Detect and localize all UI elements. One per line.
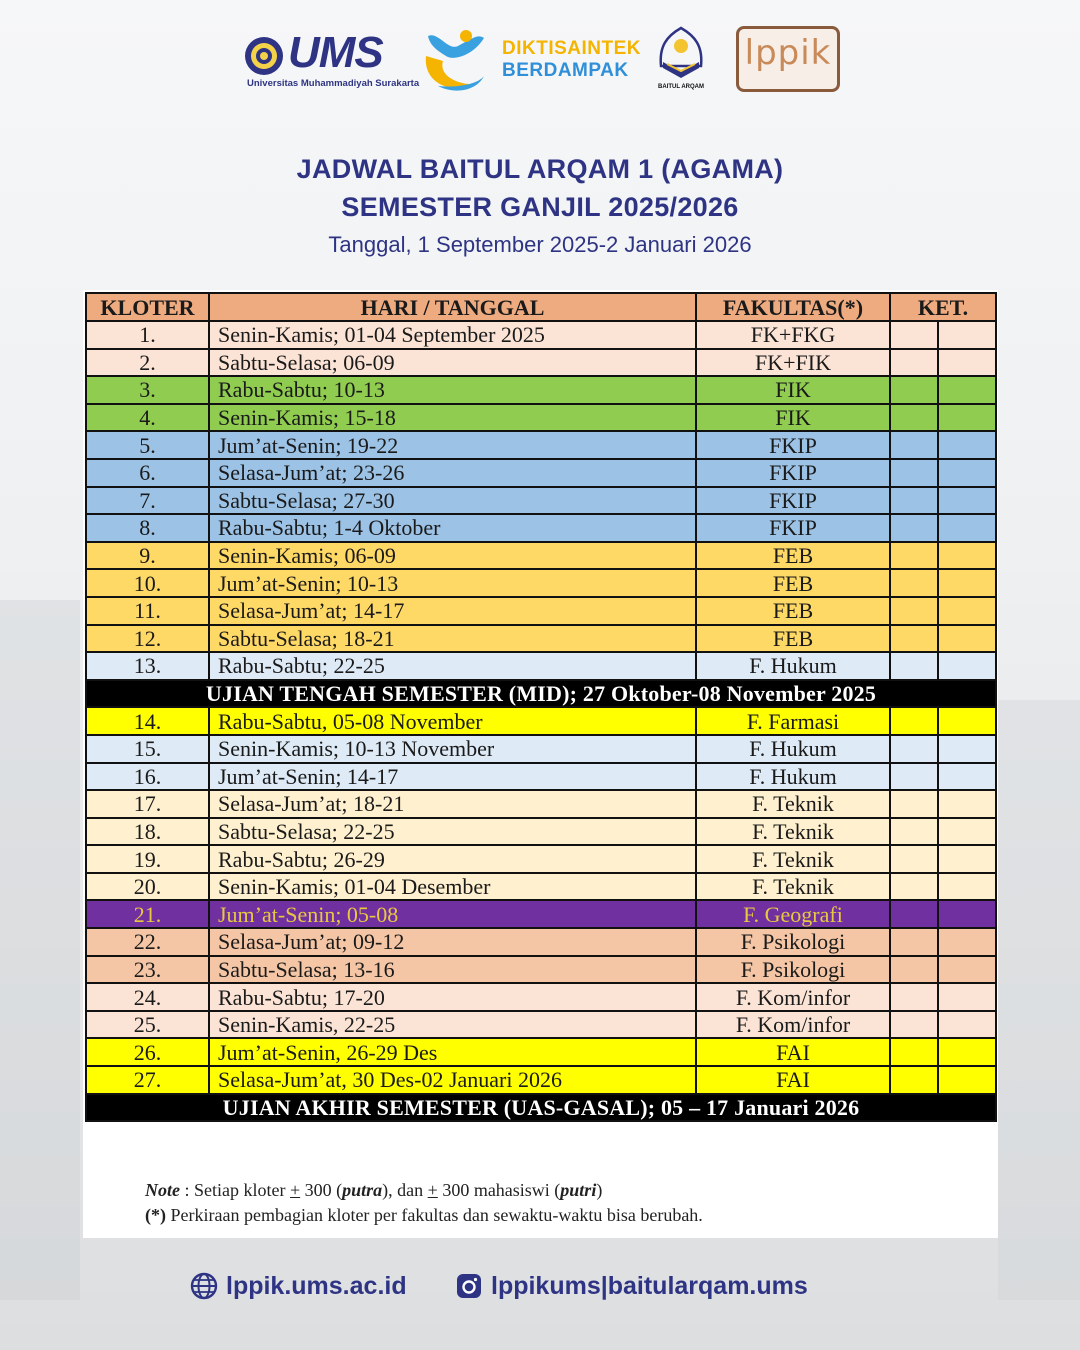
ket-cell: [890, 790, 938, 818]
kloter-cell: 19.: [86, 845, 209, 873]
ket-cell: [938, 763, 996, 791]
kloter-cell: 6.: [86, 459, 209, 487]
figure-icon: [418, 26, 490, 96]
kloter-cell: 11.: [86, 597, 209, 625]
ket-cell: [890, 487, 938, 515]
kloter-cell: 3.: [86, 376, 209, 404]
column-header-fakultas: FAKULTAS(*): [696, 293, 890, 321]
table-row: [86, 735, 996, 763]
table-row: [86, 321, 996, 349]
asterisk-text: Perkiraan pembagian kloter per fakultas dan sewaktu-waktu bisa berubah.: [166, 1205, 703, 1225]
kloter-cell: 18.: [86, 818, 209, 846]
hari-tanggal-cell: Rabu-Sabtu, 05-08 November: [209, 707, 696, 735]
fakultas-cell: F. Psikologi: [696, 956, 890, 984]
ket-cell: [938, 349, 996, 377]
table-row: [86, 569, 996, 597]
page-subtitle: SEMESTER GANJIL 2025/2026: [341, 192, 739, 222]
hari-tanggal-cell: Senin-Kamis; 01-04 September 2025: [209, 321, 696, 349]
hari-tanggal-cell: Jum’at-Senin, 26-29 Des: [209, 1038, 696, 1066]
fakultas-cell: F. Teknik: [696, 873, 890, 901]
kloter-cell: 8.: [86, 514, 209, 542]
ket-cell: [890, 625, 938, 653]
ket-cell: [890, 1011, 938, 1039]
ket-cell: [938, 983, 996, 1011]
ket-cell: [890, 376, 938, 404]
ket-cell: [890, 707, 938, 735]
table-body-part2: [86, 707, 996, 1093]
note-line-2: [145, 1203, 703, 1228]
ket-cell: [890, 1066, 938, 1094]
note-text-1: : Setiap kloter: [180, 1180, 290, 1200]
kloter-cell: 24.: [86, 983, 209, 1011]
ket-cell: [938, 569, 996, 597]
ums-logo: [244, 28, 420, 96]
table-body-part1: [86, 321, 996, 680]
mid-exam-band: [86, 680, 996, 708]
ket-cell: [938, 487, 996, 515]
hari-tanggal-cell: Selasa-Jum’at, 30 Des-02 Januari 2026: [209, 1066, 696, 1094]
fakultas-cell: FEB: [696, 625, 890, 653]
fakultas-cell: FEB: [696, 597, 890, 625]
note-line-1: [145, 1178, 703, 1203]
table-row: [86, 956, 996, 984]
hari-tanggal-cell: Senin-Kamis; 10-13 November: [209, 735, 696, 763]
ket-cell: [938, 431, 996, 459]
table-row: [86, 652, 996, 680]
ket-cell: [938, 459, 996, 487]
column-header-hari-tanggal: HARI / TANGGAL: [209, 293, 696, 321]
hari-tanggal-cell: Rabu-Sabtu; 22-25: [209, 652, 696, 680]
table-row: [86, 404, 996, 432]
table-row: [86, 597, 996, 625]
ket-cell: [938, 514, 996, 542]
table-row: [86, 928, 996, 956]
hari-tanggal-cell: Senin-Kamis; 01-04 Desember: [209, 873, 696, 901]
table-row: [86, 487, 996, 515]
fakultas-cell: FKIP: [696, 459, 890, 487]
column-header-kloter: KLOTER: [86, 293, 209, 321]
ket-cell: [890, 983, 938, 1011]
ket-cell: [890, 818, 938, 846]
kloter-cell: 26.: [86, 1038, 209, 1066]
kloter-cell: 20.: [86, 873, 209, 901]
fakultas-cell: F. Kom/infor: [696, 983, 890, 1011]
table-row: [86, 542, 996, 570]
table-row: [86, 1066, 996, 1094]
kloter-cell: 5.: [86, 431, 209, 459]
table-row: [86, 1038, 996, 1066]
ums-subtitle: Universitas Muhammadiyah Surakarta: [247, 78, 420, 89]
hari-tanggal-cell: Senin-Kamis, 22-25: [209, 1011, 696, 1039]
ket-cell: [938, 1038, 996, 1066]
hari-tanggal-cell: Selasa-Jum’at; 18-21: [209, 790, 696, 818]
note-text-4: 300 mahasiswi (: [437, 1180, 561, 1200]
kloter-cell: 4.: [86, 404, 209, 432]
kloter-cell: 1.: [86, 321, 209, 349]
hari-tanggal-cell: Jum’at-Senin; 19-22: [209, 431, 696, 459]
ket-cell: [890, 404, 938, 432]
background-decoration: [0, 600, 80, 1300]
kloter-cell: 13.: [86, 652, 209, 680]
ket-cell: [938, 376, 996, 404]
ket-cell: [938, 845, 996, 873]
ket-cell: [938, 1011, 996, 1039]
fakultas-cell: F. Geografi: [696, 900, 890, 928]
ket-cell: [938, 597, 996, 625]
kloter-cell: 16.: [86, 763, 209, 791]
fakultas-cell: F. Kom/infor: [696, 1011, 890, 1039]
table-row: [86, 873, 996, 901]
instagram-text: lppikums|baitularqam.ums: [491, 1271, 808, 1300]
fakultas-cell: FEB: [696, 569, 890, 597]
kloter-cell: 22.: [86, 928, 209, 956]
ket-cell: [890, 873, 938, 901]
kloter-cell: 9.: [86, 542, 209, 570]
ket-cell: [938, 652, 996, 680]
ket-cell: [938, 735, 996, 763]
ket-cell: [890, 542, 938, 570]
ket-cell: [938, 542, 996, 570]
diktisaintek-line2: BERDAMPAK: [502, 60, 629, 81]
table-row: [86, 900, 996, 928]
fakultas-cell: FK+FIK: [696, 349, 890, 377]
ket-cell: [938, 707, 996, 735]
kloter-cell: 15.: [86, 735, 209, 763]
hari-tanggal-cell: Selasa-Jum’at; 14-17: [209, 597, 696, 625]
table-row: [86, 707, 996, 735]
note-text-3: ), dan: [382, 1180, 428, 1200]
kloter-cell: 25.: [86, 1011, 209, 1039]
kloter-cell: 14.: [86, 707, 209, 735]
globe-icon: [190, 1272, 218, 1300]
hari-tanggal-cell: Selasa-Jum’at; 23-26: [209, 459, 696, 487]
uas-exam-band: [86, 1094, 996, 1122]
asterisk-label: (*): [145, 1205, 166, 1225]
fakultas-cell: FIK: [696, 404, 890, 432]
hari-tanggal-cell: Rabu-Sabtu; 1-4 Oktober: [209, 514, 696, 542]
ums-seal-icon: [244, 36, 284, 76]
kloter-cell: 27.: [86, 1066, 209, 1094]
ket-cell: [890, 349, 938, 377]
column-header-ket: KET.: [890, 293, 996, 321]
kloter-cell: 17.: [86, 790, 209, 818]
ket-cell: [938, 873, 996, 901]
kloter-cell: 10.: [86, 569, 209, 597]
lppik-logo: [736, 26, 840, 92]
ket-cell: [938, 1066, 996, 1094]
hari-tanggal-cell: Senin-Kamis; 06-09: [209, 542, 696, 570]
hari-tanggal-cell: Sabtu-Selasa; 18-21: [209, 625, 696, 653]
hari-tanggal-cell: Rabu-Sabtu; 10-13: [209, 376, 696, 404]
baitul-arqam-logo: [655, 26, 707, 96]
table-row: [86, 431, 996, 459]
ket-cell: [938, 790, 996, 818]
hari-tanggal-cell: Sabtu-Selasa; 22-25: [209, 818, 696, 846]
fakultas-cell: F. Hukum: [696, 652, 890, 680]
ket-cell: [938, 900, 996, 928]
ket-cell: [890, 956, 938, 984]
note-text-5: ): [596, 1180, 603, 1200]
table-row: [86, 514, 996, 542]
logo-bar: [240, 22, 850, 100]
ket-cell: [890, 652, 938, 680]
fakultas-cell: F. Psikologi: [696, 928, 890, 956]
title-block: [0, 150, 1080, 262]
diktisaintek-line1: DIKTISAINTEK: [502, 38, 641, 59]
date-range: Tanggal, 1 September 2025-2 Januari 2026: [328, 232, 752, 257]
table-row: [86, 845, 996, 873]
note-putri: putri: [560, 1180, 597, 1200]
table-row: [86, 763, 996, 791]
plus-minus-1: +: [289, 1180, 301, 1200]
ket-cell: [938, 321, 996, 349]
hari-tanggal-cell: Jum’at-Senin; 10-13: [209, 569, 696, 597]
ket-cell: [890, 431, 938, 459]
hari-tanggal-cell: Sabtu-Selasa; 27-30: [209, 487, 696, 515]
table-row: [86, 349, 996, 377]
ket-cell: [890, 928, 938, 956]
ket-cell: [890, 569, 938, 597]
fakultas-cell: F. Teknik: [696, 790, 890, 818]
fakultas-cell: F. Hukum: [696, 763, 890, 791]
ket-cell: [938, 404, 996, 432]
ket-cell: [890, 514, 938, 542]
kloter-cell: 7.: [86, 487, 209, 515]
table-row: [86, 1011, 996, 1039]
uas-band-body: [86, 1094, 996, 1122]
mid-exam-text: UJIAN TENGAH SEMESTER (MID); 27 Oktober-08 November 2025: [86, 680, 996, 708]
kloter-cell: 21.: [86, 900, 209, 928]
ums-wordmark: UMS: [288, 28, 383, 77]
fakultas-cell: FAI: [696, 1038, 890, 1066]
hari-tanggal-cell: Sabtu-Selasa; 06-09: [209, 349, 696, 377]
fakultas-cell: F. Teknik: [696, 845, 890, 873]
table-row: [86, 625, 996, 653]
instagram-link[interactable]: [455, 1268, 808, 1304]
fakultas-cell: FKIP: [696, 487, 890, 515]
ket-cell: [938, 928, 996, 956]
table-row: [86, 790, 996, 818]
hari-tanggal-cell: Sabtu-Selasa; 13-16: [209, 956, 696, 984]
table-row: [86, 818, 996, 846]
fakultas-cell: F. Teknik: [696, 818, 890, 846]
table-header-row: [86, 293, 996, 321]
kloter-cell: 12.: [86, 625, 209, 653]
hari-tanggal-cell: Jum’at-Senin; 14-17: [209, 763, 696, 791]
note-putra: putra: [342, 1180, 383, 1200]
notes: [145, 1178, 703, 1228]
ket-cell: [890, 1038, 938, 1066]
ket-cell: [890, 763, 938, 791]
instagram-icon: [455, 1272, 483, 1300]
hari-tanggal-cell: Selasa-Jum’at; 09-12: [209, 928, 696, 956]
ket-cell: [938, 956, 996, 984]
ket-cell: [938, 625, 996, 653]
fakultas-cell: F. Farmasi: [696, 707, 890, 735]
schedule-sheet: [83, 290, 998, 1238]
ket-cell: [890, 735, 938, 763]
kloter-cell: 23.: [86, 956, 209, 984]
quran-icon: [655, 26, 707, 86]
ket-cell: [938, 818, 996, 846]
schedule-table: [85, 292, 997, 1122]
kloter-cell: 2.: [86, 349, 209, 377]
diktisaintek-text-logo: [502, 38, 652, 86]
footer: [0, 1268, 1080, 1304]
table-row: [86, 983, 996, 1011]
fakultas-cell: FKIP: [696, 514, 890, 542]
note-label: Note: [145, 1180, 180, 1200]
hari-tanggal-cell: Jum’at-Senin; 05-08: [209, 900, 696, 928]
ket-cell: [890, 900, 938, 928]
page-title: JADWAL BAITUL ARQAM 1 (AGAMA): [296, 154, 784, 184]
plus-minus-2: +: [427, 1180, 438, 1200]
table-row: [86, 459, 996, 487]
fakultas-cell: FIK: [696, 376, 890, 404]
baitul-arqam-text: BAITUL ARQAM: [658, 84, 704, 90]
website-text: lppik.ums.ac.id: [226, 1271, 407, 1300]
diktisaintek-figure-logo: [418, 26, 490, 96]
hari-tanggal-cell: Rabu-Sabtu; 17-20: [209, 983, 696, 1011]
uas-exam-text: UJIAN AKHIR SEMESTER (UAS-GASAL); 05 – 17 Januari 2026: [86, 1094, 996, 1122]
website-link[interactable]: [190, 1268, 407, 1304]
fakultas-cell: FKIP: [696, 431, 890, 459]
ket-cell: [890, 321, 938, 349]
ket-cell: [890, 459, 938, 487]
hari-tanggal-cell: Rabu-Sabtu; 26-29: [209, 845, 696, 873]
ket-cell: [890, 845, 938, 873]
hari-tanggal-cell: Senin-Kamis; 15-18: [209, 404, 696, 432]
mid-band-body: [86, 680, 996, 708]
fakultas-cell: FEB: [696, 542, 890, 570]
lppik-wordmark: lppik: [744, 33, 832, 73]
background-decoration: [998, 700, 1080, 1300]
note-text-2: 300 (: [300, 1180, 343, 1200]
table-row: [86, 376, 996, 404]
fakultas-cell: FAI: [696, 1066, 890, 1094]
ket-cell: [890, 597, 938, 625]
fakultas-cell: FK+FKG: [696, 321, 890, 349]
fakultas-cell: F. Hukum: [696, 735, 890, 763]
